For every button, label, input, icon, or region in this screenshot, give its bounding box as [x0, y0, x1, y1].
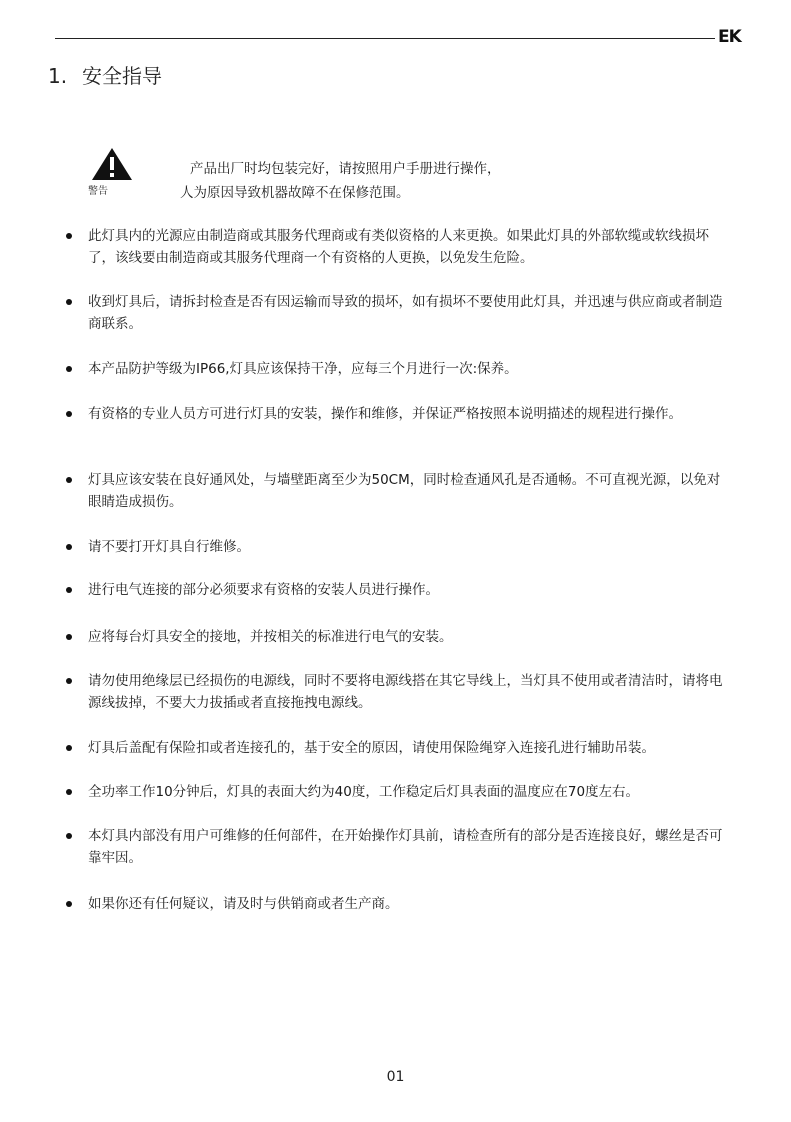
list-item-text: 全功率工作10分钟后，灯具的表面大约为40度，工作稳定后灯具表面的温度应在70度左右。 [88, 784, 640, 800]
warning-line-1: 产品出厂时均包装完好，请按照用户手册进行操作， [190, 161, 501, 177]
list-item-text: 灯具后盖配有保险扣或者连接孔的，基于安全的原因，请使用保险绳穿入连接孔进行辅助吊装。 [88, 740, 655, 756]
list-item [66, 469, 726, 513]
list-item [66, 893, 726, 915]
list-item [66, 670, 726, 714]
warning-line-2: 人为原因导致机器故障不在保修范围。 [180, 185, 410, 201]
list-item-text: 本产品防护等级为IP66,灯具应该保持干净，应每三个月进行一次:保养。 [88, 361, 518, 377]
list-item-text: 请不要打开灯具自行维修。 [88, 539, 250, 555]
bullet-icon [66, 477, 72, 483]
list-item [66, 579, 726, 601]
section-title [48, 63, 162, 89]
section-number: 1. [48, 64, 68, 88]
list-item [66, 825, 726, 869]
list-item [66, 225, 726, 269]
list-item-text: 请勿使用绝缘层已经损伤的电源线，同时不要将电源线搭在其它导线上，当灯具不使用或者清洁时，请将电源线拔掉，不要大力拔插或者直接拖拽电源线。 [88, 673, 723, 711]
page-number: 01 [386, 1069, 405, 1085]
list-item [66, 291, 726, 335]
bullet-icon [66, 678, 72, 684]
list-item-text: 灯具应该安装在良好通风处，与墙壁距离至少为50CM，同时检查通风孔是否通畅。不可直视光源，以免对眼睛造成损伤。 [88, 472, 721, 510]
list-item [66, 358, 726, 380]
bullet-icon [66, 233, 72, 239]
list-item-text: 本灯具内部没有用户可维修的任何部件，在开始操作灯具前，请检查所有的部分是否连接良好，螺丝是否可靠牢因。 [88, 828, 723, 866]
bullet-icon [66, 411, 72, 417]
warning-label: 警告 [88, 186, 108, 197]
brand-logo: EK [718, 27, 741, 47]
bullet-icon [66, 789, 72, 795]
list-item [66, 626, 726, 648]
list-item [66, 403, 726, 425]
header-rule [55, 38, 715, 39]
list-item-text: 应将每台灯具安全的接地，并按相关的标准进行电气的安装。 [88, 629, 453, 645]
warning-triangle-icon [90, 146, 134, 182]
list-item-text: 如果你还有任何疑议，请及时与供销商或者生产商。 [88, 896, 399, 912]
bullet-icon [66, 299, 72, 305]
list-item [66, 781, 726, 803]
list-item-text: 此灯具内的光源应由制造商或其服务代理商或有类似资格的人来更换。如果此灯具的外部软缆或软线损坏了，该线要由制造商或其服务代理商一个有资格的人更换，以免发生危险。 [88, 228, 709, 266]
list-item-text: 进行电气连接的部分必须要求有资格的安装人员进行操作。 [88, 582, 439, 598]
bullet-icon [66, 901, 72, 907]
list-item [66, 737, 726, 759]
bullet-icon [66, 366, 72, 372]
bullet-icon [66, 745, 72, 751]
bullet-icon [66, 544, 72, 550]
list-item-text: 有资格的专业人员方可进行灯具的安装，操作和维修，并保证严格按照本说明描述的规程进行操作。 [88, 406, 682, 422]
section-title-text: 安全指导 [82, 64, 162, 88]
bullet-icon [66, 833, 72, 839]
bullet-icon [66, 587, 72, 593]
warning-notice [180, 157, 501, 205]
bullet-icon [66, 634, 72, 640]
list-item-text: 收到灯具后，请拆封检查是否有因运输而导致的损坏，如有损坏不要使用此灯具，并迅速与供应商或者制造商联系。 [88, 294, 723, 332]
list-item [66, 536, 726, 558]
